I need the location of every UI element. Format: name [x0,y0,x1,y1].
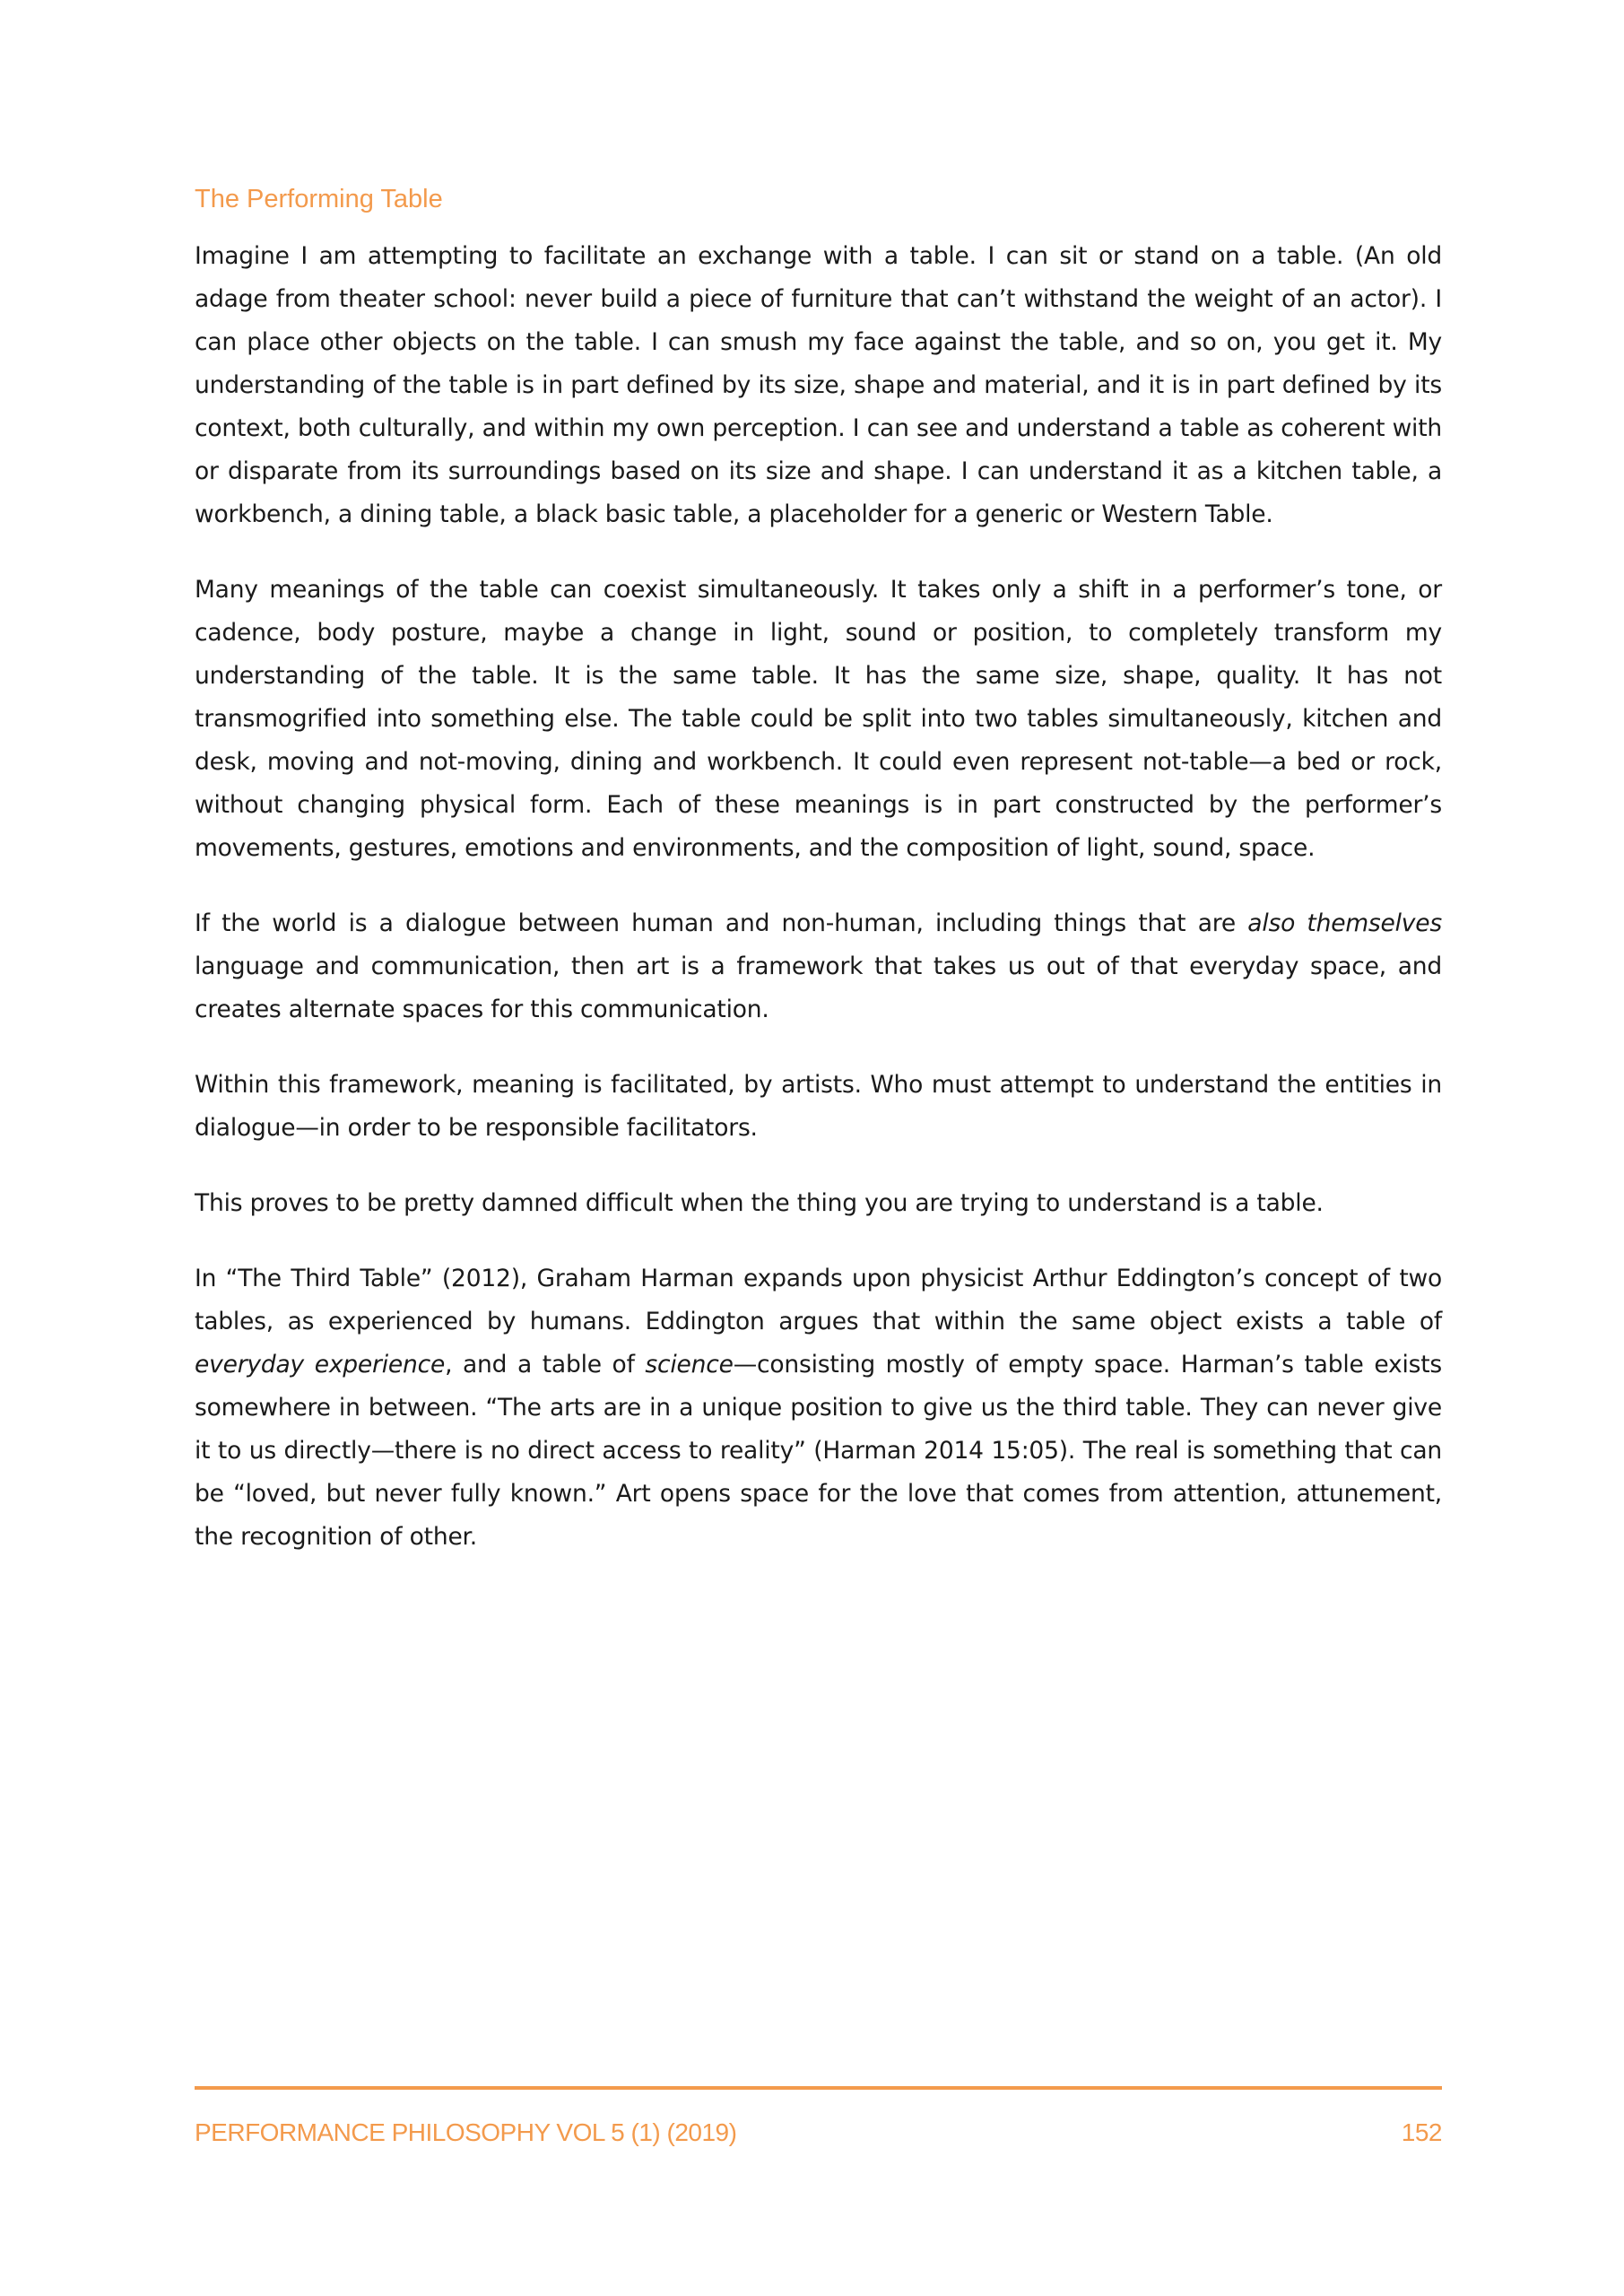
paragraph-6-part1: In “The Third Table” (2012), Graham Harman expands upon physicist Arthur Eddington’s concept of two tables, as experienced by humans. Eddington argues that within the same object exists a table of [195,1265,1442,1335]
paragraph-6-part2: , and a table of [445,1351,646,1378]
page-footer [195,2118,1442,2147]
emphasis-everyday-experience: everyday experience [195,1351,446,1378]
paragraph-5: This proves to be pretty damned difficult when the thing you are trying to understand is a table. [195,1189,1324,1217]
journal-citation: PERFORMANCE PHILOSOPHY VOL 5 (1) (2019) [195,2118,737,2146]
paragraph-4: Within this framework, meaning is facilitated, by artists. Who must attempt to understand the entities in dialogue—in order to be responsible facilitators. [195,1071,1442,1142]
paragraph-3-text-end: language and communication, then art is a framework that takes us out of that everyday space, and creates alternate spaces for this communication. [195,952,1442,1023]
section-heading: The Performing Table [195,185,443,213]
page-body [195,179,1442,1591]
footer-divider [195,2086,1442,2090]
emphasis-also-themselves: also themselves [1247,909,1442,937]
paragraph-2: Many meanings of the table can coexist simultaneously. It takes only a shift in a performer’s tone, or cadence, body posture, maybe a change in light, sound or position, to completely transform my understanding of the table. It is the same table. It has the same size, shape, quality. It has not transmogrified into something else. The table could be split into two tables simultaneously, kitchen and desk, moving and not-moving, dining and workbench. It could even represent not-table—a bed or rock, without changing physical form. Each of these meanings is in part constructed by the performer’s movements, gestures, emotions and environments, and the composition of light, sound, space. [195,576,1442,862]
paragraph-6 [195,1257,1442,1559]
page-number: 152 [1401,2118,1442,2146]
paragraph-3-text: If the world is a dialogue between human and non-human, including things that are [195,909,1248,937]
paragraph-1: Imagine I am attempting to facilitate an exchange with a table. I can sit or stand on a table. (An old adage from theater school: never build a piece of furniture that can’t withstand the weight of an actor). I can place other objects on the table. I can smush my face against the table, and so on, you get it. My understanding of the table is in part defined by its size, shape and material, and it is in part defined by its context, both culturally, and within my own perception. I can see and understand a table as coherent with or disparate from its surroundings based on its size and shape. I can understand it as a kitchen table, a workbench, a dining table, a black basic table, a placeholder for a generic or Western Table. [195,242,1442,528]
paragraph-3 [195,902,1442,1031]
emphasis-science: science [645,1351,734,1378]
paragraph-6-part3: —consisting mostly of empty space. Harman’s table exists somewhere in between. “The arts are in a unique position to give us the third table. They can never give it to us directly—there is no direct access to reality” (Harman 2014 15:05). The real is something that can be “loved, but never fully known.” Art opens space for the love that comes from attention, attunement, the recognition of other. [195,1351,1443,1551]
